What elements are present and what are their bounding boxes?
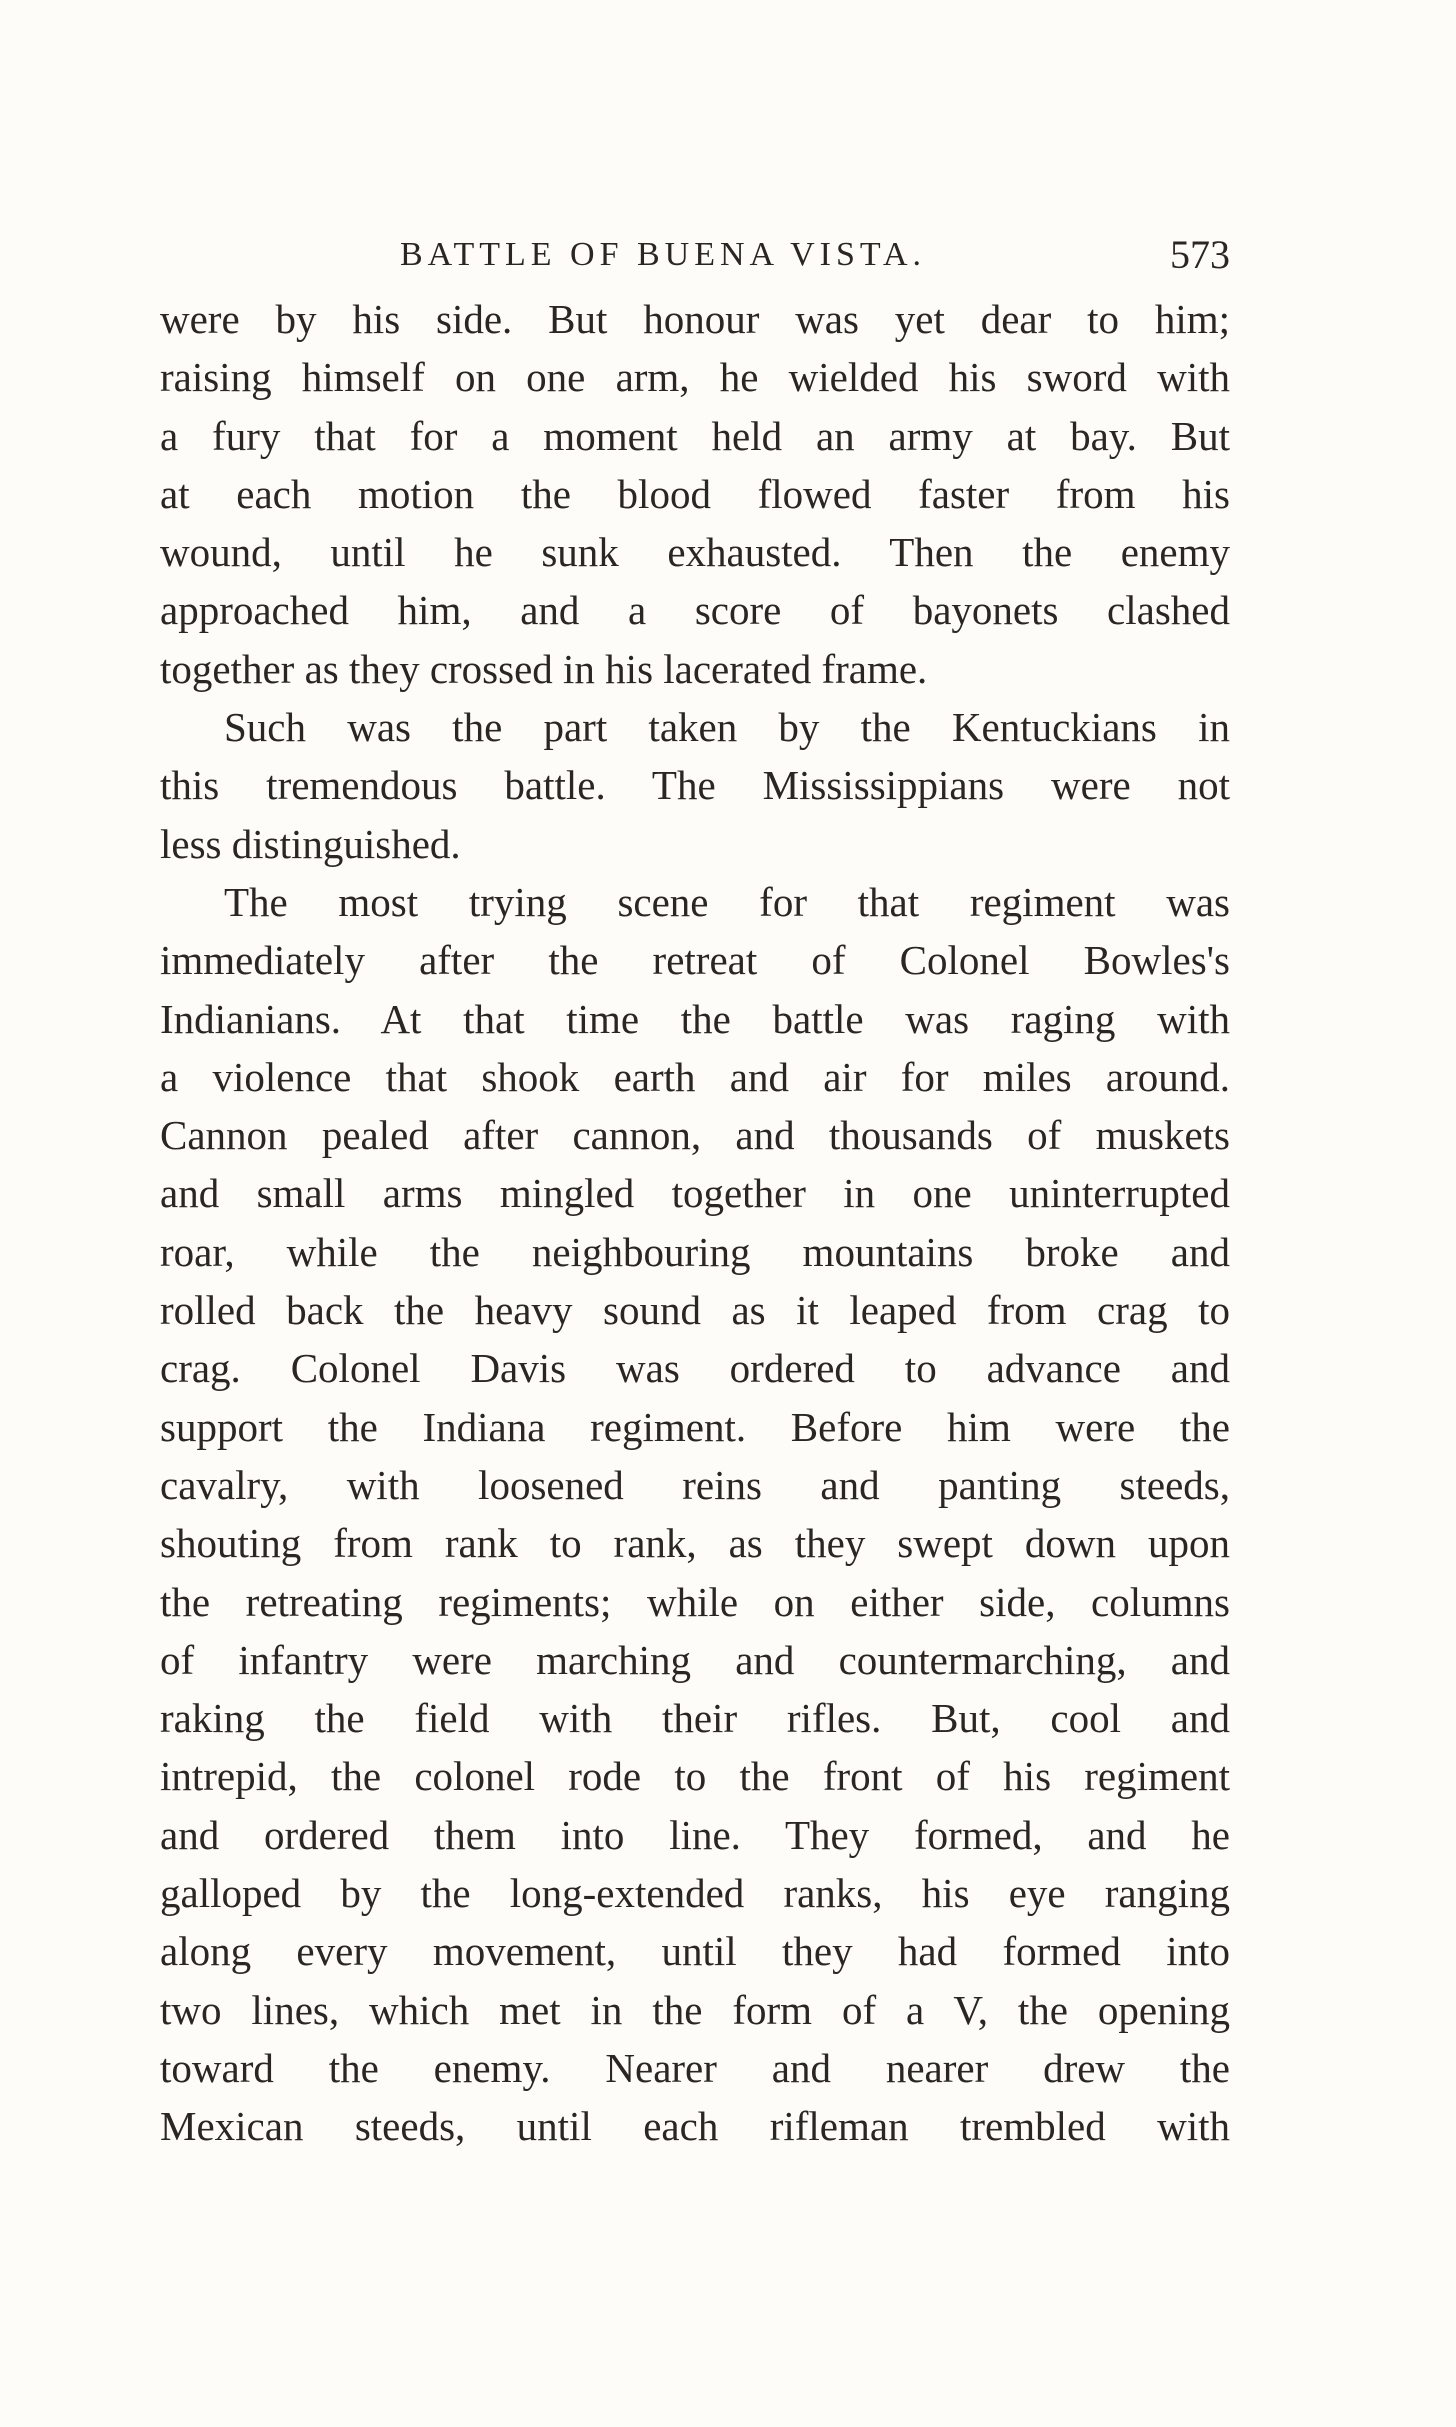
text-line: Indianians. At that time the battle was raging with <box>160 995 1230 1042</box>
text-line: along every movement, until they had formed into <box>160 1928 1230 1975</box>
page-number: 573 <box>1170 232 1230 277</box>
body-text <box>160 290 1230 2156</box>
text-line: support the Indiana regiment. Before him were the <box>160 1403 1230 1450</box>
text-line: a violence that shook earth and air for miles around. <box>160 1053 1230 1100</box>
text-line: Cannon pealed after cannon, and thousands of muskets <box>160 1112 1230 1159</box>
text-line: approached him, and a score of bayonets clashed <box>160 587 1230 634</box>
text-line: crag. Colonel Davis was ordered to advance and <box>160 1345 1230 1392</box>
text-line: toward the enemy. Nearer and nearer drew the <box>160 2044 1230 2091</box>
page-header <box>160 225 1230 285</box>
text-line: this tremendous battle. The Mississippians were not <box>160 762 1230 809</box>
text-line: The most trying scene for that regiment was <box>224 878 1230 925</box>
text-line: roar, while the neighbouring mountains broke and <box>160 1228 1230 1275</box>
text-line: immediately after the retreat of Colonel Bowles's <box>160 937 1230 984</box>
text-line: the retreating regiments; while on either side, columns <box>160 1578 1230 1625</box>
text-line: cavalry, with loosened reins and panting steeds, <box>160 1461 1230 1508</box>
text-line: of infantry were marching and countermarching, and <box>160 1636 1230 1683</box>
text-line: two lines, which met in the form of a V, the opening <box>160 1986 1230 2033</box>
text-line: Such was the part taken by the Kentuckians in <box>224 704 1230 751</box>
text-line: raking the field with their rifles. But, cool and <box>160 1695 1230 1742</box>
text-line: and ordered them into line. They formed, and he <box>160 1811 1230 1858</box>
text-line: at each motion the blood flowed faster from his <box>160 470 1230 517</box>
text-line: raising himself on one arm, he wielded his sword with <box>160 354 1230 401</box>
text-line: a fury that for a moment held an army at bay. But <box>160 412 1230 459</box>
text-line: intrepid, the colonel rode to the front of his regiment <box>160 1753 1230 1800</box>
text-line: shouting from rank to rank, as they swept down upon <box>160 1520 1230 1567</box>
text-line: and small arms mingled together in one uninterrupted <box>160 1170 1230 1217</box>
text-line: together as they crossed in his lacerated frame. <box>160 645 928 692</box>
text-line: rolled back the heavy sound as it leaped from crag to <box>160 1287 1230 1334</box>
text-line: less distinguished. <box>160 820 461 867</box>
running-title: BATTLE OF BUENA VISTA. <box>400 236 927 273</box>
text-line: were by his side. But honour was yet dear to him; <box>160 296 1230 342</box>
text-line: Mexican steeds, until each rifleman trembled with <box>160 2103 1230 2150</box>
text-line: wound, until he sunk exhausted. Then the enemy <box>160 529 1230 576</box>
text-line: galloped by the long-extended ranks, his eye ranging <box>160 1870 1230 1917</box>
